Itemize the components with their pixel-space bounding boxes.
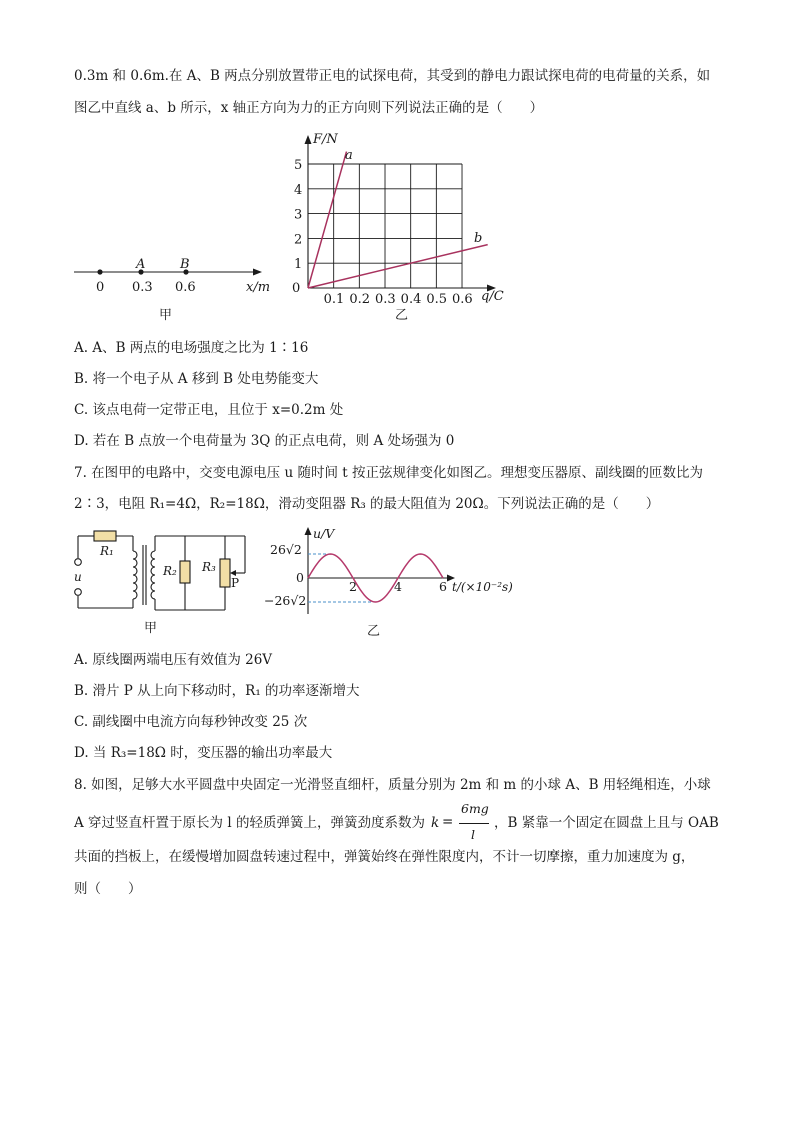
ut-ticks — [349, 579, 447, 594]
q7-fig-yi-caption: 乙 — [367, 624, 381, 639]
fq-y-label: F/N — [313, 132, 338, 147]
q7-option-d: D. 当 R₃=18Ω 时，变压器的输出功率最大 — [74, 745, 333, 761]
q8-stem-line4: 则（ ） — [74, 881, 142, 897]
ut-y-arrow — [305, 527, 312, 535]
fq-series-line-b — [308, 245, 488, 288]
fq-x-tick: 0.6 — [452, 292, 473, 307]
q6-fig-jia-caption: 甲 — [159, 308, 173, 323]
q8-formula-k — [431, 801, 493, 849]
ut-x-tick: 2 — [349, 579, 357, 594]
formula-k: k — [431, 815, 440, 831]
q7-fig-jia-circuit — [70, 525, 260, 620]
r1-label: R₁ — [100, 544, 114, 558]
q7-stem-line1: 7. 在图甲的电路中，交变电源电压 u 随时间 t 按正弦规律变化如图乙。理想变压器原、副线圈的匝数比为 — [74, 465, 703, 481]
fq-x-tick: 0.5 — [426, 292, 448, 307]
secondary-coil — [151, 551, 155, 599]
r2-label: R₂ — [163, 564, 177, 578]
q8-stem-line2-a: A 穿过竖直杆置于原长为 l 的轻质弹簧上，弹簧劲度系数为 — [74, 815, 425, 831]
fq-y-tick: 1 — [294, 257, 303, 273]
ut-y-max-label: 26√2 — [270, 542, 302, 557]
ut-y-min-label: −26√2 — [264, 593, 307, 608]
r1-resistor — [94, 531, 116, 541]
q7-option-a: A. 原线圈两端电压有效值为 26V — [74, 652, 273, 668]
ut-y-label: u/V — [313, 526, 335, 541]
ut-y-zero-label: 0 — [296, 570, 304, 585]
q6-fig-yi-chart — [286, 122, 516, 318]
r3-resistor — [220, 559, 230, 587]
formula-denominator: l — [471, 827, 475, 842]
q7-fig-yi-chart — [258, 524, 518, 624]
q6-stem-line2: 图乙中直线 a、b 所示，x 轴正方向为力的正方向则下列说法正确的是（ ） — [74, 100, 544, 116]
fq-y-tick: 5 — [294, 158, 303, 173]
terminal-top — [75, 559, 82, 566]
fq-origin-label: 0 — [292, 281, 301, 296]
formula-eq: = — [442, 814, 454, 830]
primary-coil — [133, 551, 137, 599]
fq-series-label-b: b — [474, 231, 483, 246]
q6-fig-yi-caption: 乙 — [395, 308, 409, 323]
ut-x-tick: 4 — [394, 579, 402, 594]
p-label: P — [231, 576, 240, 590]
fq-y-tick: 3 — [294, 207, 303, 223]
formula-fraction-bar — [459, 823, 489, 824]
fq-y-tick: 2 — [294, 232, 303, 248]
q6-option-c: C. 该点电荷一定带正电，且位于 x=0.2m 处 — [74, 402, 344, 418]
jia-tick-06: 0.6 — [175, 280, 196, 295]
fq-series-label-a: a — [345, 148, 353, 163]
ut-x-label: t/(×10⁻²s) — [452, 580, 513, 594]
q6-option-a: A. A、B 两点的电场强度之比为 1∶16 — [74, 340, 309, 356]
q7-option-b: B. 滑片 P 从上向下移动时，R₁ 的功率逐渐增大 — [74, 683, 360, 699]
jia-axis-label: x/m — [246, 280, 271, 295]
q6-stem-line1: 0.3m 和 0.6m.在 A、B 两点分别放置带正电的试探电荷，其受到的静电力跟试探电荷的电荷量的关系，如 — [74, 68, 711, 84]
q7-option-c: C. 副线圈中电流方向每秒钟改变 25 次 — [74, 714, 308, 730]
jia-point-b: B — [180, 257, 190, 272]
q6-option-b: B. 将一个电子从 A 移到 B 处电势能变大 — [74, 371, 319, 387]
fq-series-lines — [308, 152, 488, 288]
q8-stem-line1: 8. 如图，足够大水平圆盘中央固定一光滑竖直细杆，质量分别为 2m 和 m 的小球 A、B 用轻绳相连，小球 — [74, 777, 711, 793]
fq-x-tick: 0.1 — [323, 292, 345, 307]
jia-tick-03: 0.3 — [132, 280, 153, 295]
jia-point-a: A — [136, 257, 146, 272]
fq-series-line-a — [308, 152, 347, 288]
q7-stem-line2: 2∶3，电阻 R₁=4Ω，R₂=18Ω，滑动变阻器 R₃ 的最大阻值为 20Ω。下列说法正确的是（ ） — [74, 496, 660, 512]
terminal-bottom — [75, 589, 82, 596]
r3-label: R₃ — [202, 560, 216, 574]
q7-fig-jia-caption: 甲 — [144, 621, 158, 636]
formula-numerator: 6mg — [461, 801, 489, 816]
u-label: u — [74, 570, 82, 584]
fq-y-arrow — [305, 135, 312, 144]
r2-resistor — [180, 561, 190, 583]
q8-stem-line2-b: ，B 紧靠一个固定在圆盘上且与 OAB — [494, 815, 719, 831]
fq-y-tick: 4 — [294, 182, 303, 198]
fq-x-tick: 0.3 — [375, 292, 396, 307]
fq-x-label: q/C — [481, 289, 504, 304]
fq-x-tick: 0.4 — [400, 292, 422, 307]
q8-stem-line3: 共面的挡板上，在缓慢增加圆盘转速过程中，弹簧始终在弹性限度内，不计一切摩擦，重力加速度为 g， — [74, 849, 695, 865]
q6-option-d: D. 若在 B 点放一个电荷量为 3Q 的正点电荷，则 A 处场强为 0 — [74, 433, 455, 449]
ut-x-tick: 6 — [439, 579, 447, 594]
fq-x-tick: 0.2 — [349, 292, 371, 307]
q6-fig-jia-number-line — [72, 254, 272, 304]
jia-tick-0: 0 — [96, 280, 105, 295]
